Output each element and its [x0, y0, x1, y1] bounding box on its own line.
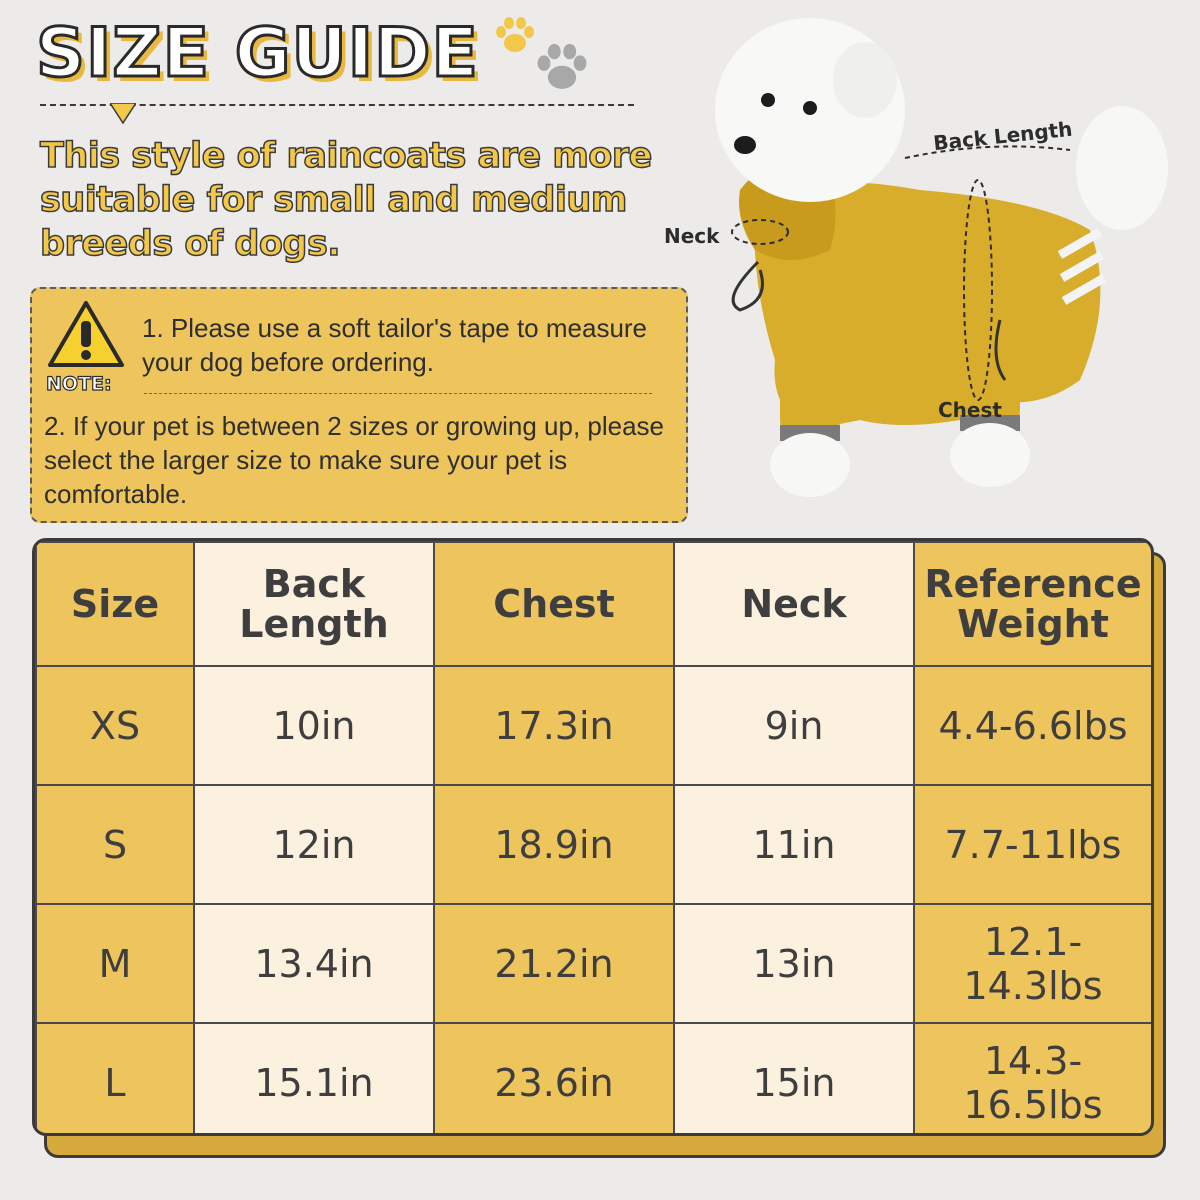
- cell-weight: 14.3-16.5lbs: [914, 1023, 1152, 1136]
- table-row: [36, 904, 1152, 1023]
- cell-weight: 4.4-6.6lbs: [914, 666, 1152, 785]
- cell-weight: 7.7-11lbs: [914, 785, 1152, 904]
- divider-notch: [110, 103, 136, 125]
- subtitle: This style of raincoats are more suitable for small and medium breeds of dogs.: [40, 136, 652, 264]
- cell-chest: 18.9in: [434, 785, 674, 904]
- header-size: Size: [36, 542, 194, 666]
- note-item-1: 1. Please use a soft tailor's tape to measure your dog before ordering.: [142, 313, 648, 377]
- back-length-label: Back Length: [932, 116, 1074, 156]
- warning-triangle-icon: [46, 299, 126, 371]
- table-header-row: [36, 542, 1152, 666]
- cell-chest: 17.3in: [434, 666, 674, 785]
- note-item-2: 2. If your pet is between 2 sizes or growing up, please select the larger size to make sure your pet is comfortable.: [44, 411, 665, 509]
- chest-label: Chest: [938, 398, 1002, 422]
- cell-weight: 12.1-14.3lbs: [914, 904, 1152, 1023]
- dog-raincoat-photo: [660, 0, 1200, 520]
- header-neck: Neck: [674, 542, 914, 666]
- cell-chest: 23.6in: [434, 1023, 674, 1136]
- cell-back-length: 12in: [194, 785, 434, 904]
- note-box: [30, 287, 688, 523]
- header-reference-weight: Reference Weight: [914, 542, 1152, 666]
- cell-size: M: [36, 904, 194, 1023]
- cell-chest: 21.2in: [434, 904, 674, 1023]
- header-back-length: Back Length: [194, 542, 434, 666]
- cell-size: XS: [36, 666, 194, 785]
- cell-neck: 11in: [674, 785, 914, 904]
- cell-back-length: 10in: [194, 666, 434, 785]
- cell-neck: 9in: [674, 666, 914, 785]
- neck-label: Neck: [664, 224, 720, 248]
- table-row: [36, 1023, 1152, 1136]
- cell-back-length: 15.1in: [194, 1023, 434, 1136]
- note-separator: [144, 393, 652, 394]
- cell-size: L: [36, 1023, 194, 1136]
- cell-neck: 13in: [674, 904, 914, 1023]
- cell-back-length: 13.4in: [194, 904, 434, 1023]
- table-row: [36, 666, 1152, 785]
- cell-size: S: [36, 785, 194, 904]
- size-table: [32, 538, 1154, 1136]
- table-row: [36, 785, 1152, 904]
- page-title: SIZE GUIDE: [36, 14, 479, 93]
- header-chest: Chest: [434, 542, 674, 666]
- paw-print-icon: [532, 40, 592, 94]
- cell-neck: 15in: [674, 1023, 914, 1136]
- note-label: NOTE:: [46, 373, 112, 395]
